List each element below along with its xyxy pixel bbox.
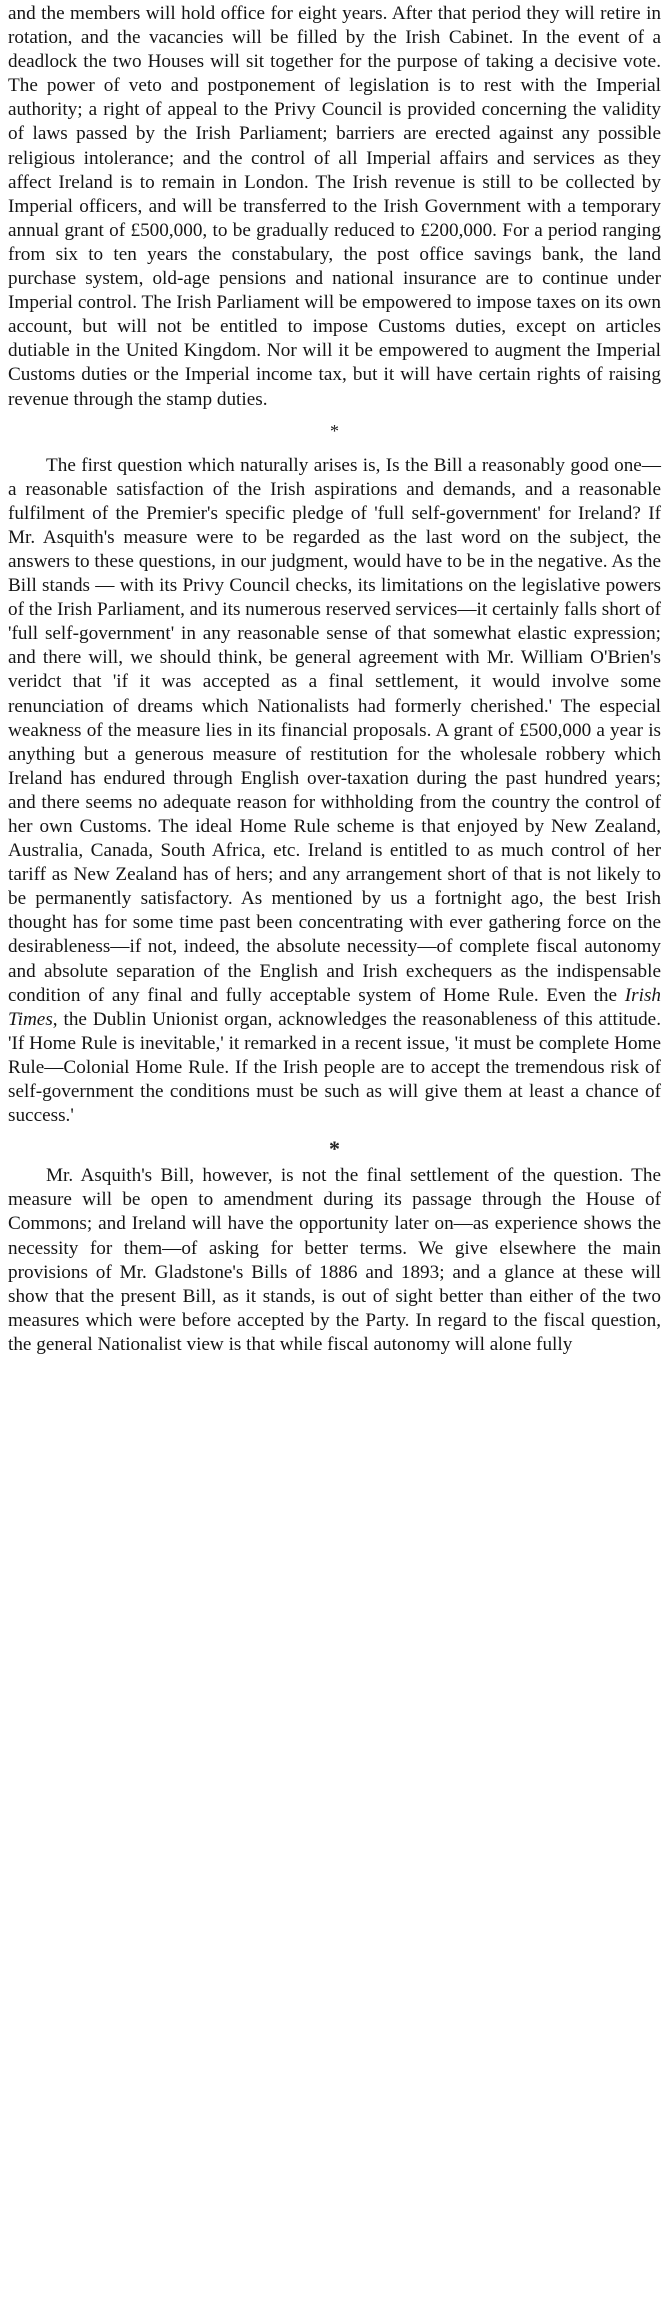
section-separator-asterisk: *	[330, 420, 339, 441]
paragraph-first-question	[8, 454, 661, 1129]
paragraph-not-final-settlement: Mr. Asquith's Bill, however, is not the final settlement of the question. The measure will be open to amendment during its passage through the House of Commons; and Ireland will have the opportunity later on—as experience shows the necessity for them—of asking for better terms. We give elsewhere the main provisions of Mr. Gladstone's Bills of 1886 and 1893; and a glance at these will show that the present Bill, as it stands, is out of sight better than either of the two measures which were before accepted by the Party. In regard to the fiscal question, the general Nationalist view is that while fiscal autonomy will alone fully	[8, 1165, 661, 1355]
publication-title-irish-times: Irish Times	[8, 984, 661, 1030]
section-separator-asterisk-bold: *	[329, 1136, 340, 1162]
paragraph-bill-provisions: and the members will hold office for eight years. After that period they will retire in rotation, and the vacancies will be filled by the Irish Cabinet. In the event of a deadlock the two Houses will sit together for the purpose of taking a decisive vote. The power of veto and postponement of legislation is to rest with the Imperial authority; a right of appeal to the Privy Council is provided concerning the validity of laws passed by the Irish Parliament; barriers are erected against any possible religious intolerance; and the control of all Imperial affairs and services as they affect Ireland is to remain in London. The Irish revenue is still to be collected by Imperial officers, and will be transferred to the Irish Government with a temporary annual grant of £500,000, to be gradually reduced to £200,000. For a period ranging from six to ten years the constabulary, the post office savings bank, the land purchase system, old-age pensions and national insurance are to continue under Imperial control. The Irish Parliament will be empowered to impose taxes on its own account, but will not be entitled to impose Customs duties, except on articles dutiable in the United Kingdom. Nor will it be empowered to augment the Imperial Customs duties or the Imperial income tax, but it will have certain rights of raising revenue through the stamp duties.	[8, 3, 661, 410]
paragraph-first-question-text: The first question which naturally arises is, Is the Bill a reasonably good one—a reasonable satisfaction of the Irish aspirations and demands, and a reasonable fulfilment of the Premier's specific pledge of 'full self-government' for Ireland? If Mr. Asquith's measure were to be regarded as the last word on the subject, the answers to these questions, in our judgment, would have to be in the negative. As the Bill stands — with its Privy Council checks, its limitations on the legislative powers of the Irish Parliament, and its numerous reserved services—it certainly falls short of 'full self-government' in any reasonable sense of that somewhat elastic expression; and there will, we should think, be general agreement with Mr. William O'Brien's veridct that 'if it was accepted as a final settlement, it would involve some renunciation of dreams which Nationalists had formerly cherished.' The especial weakness of the measure lies in its financial proposals. A grant of £500,000 a year is anything but a generous measure of restitution for the wholesale robbery which Ireland has endured through English over-taxation during the past hundred years; and there seems no adequate reason for withholding from the country the control of her own Customs. The ideal Home Rule scheme is that enjoyed by New Zealand, Australia, Canada, South Africa, etc. Ireland is entitled to as much control of her tariff as New Zealand has of hers; and any arrangement short of that is not likely to be permanently satisfactory. As mentioned by us a fortnight ago, the best Irish thought has for some time past been concentrating with ever gathering force on the desirableness—if not, indeed, the absolute necessity—of complete fiscal autonomy and absolute separation of the English and Irish exchequers as the indispensable condition of any final and fully acceptable system of Home Rule. Even the	[8, 454, 661, 1006]
paragraph-first-question-text-continued: , the Dublin Unionist organ, acknowledges the reasonableness of this attitude. 'If Home Rule is inevitable,' it remarked in a recent issue, 'it must be complete Home Rule—Colonial Home Rule. If the Irish people are to accept the tremendous risk of self-government the conditions must be such as will give them at least a chance of success.'	[8, 1008, 661, 1127]
